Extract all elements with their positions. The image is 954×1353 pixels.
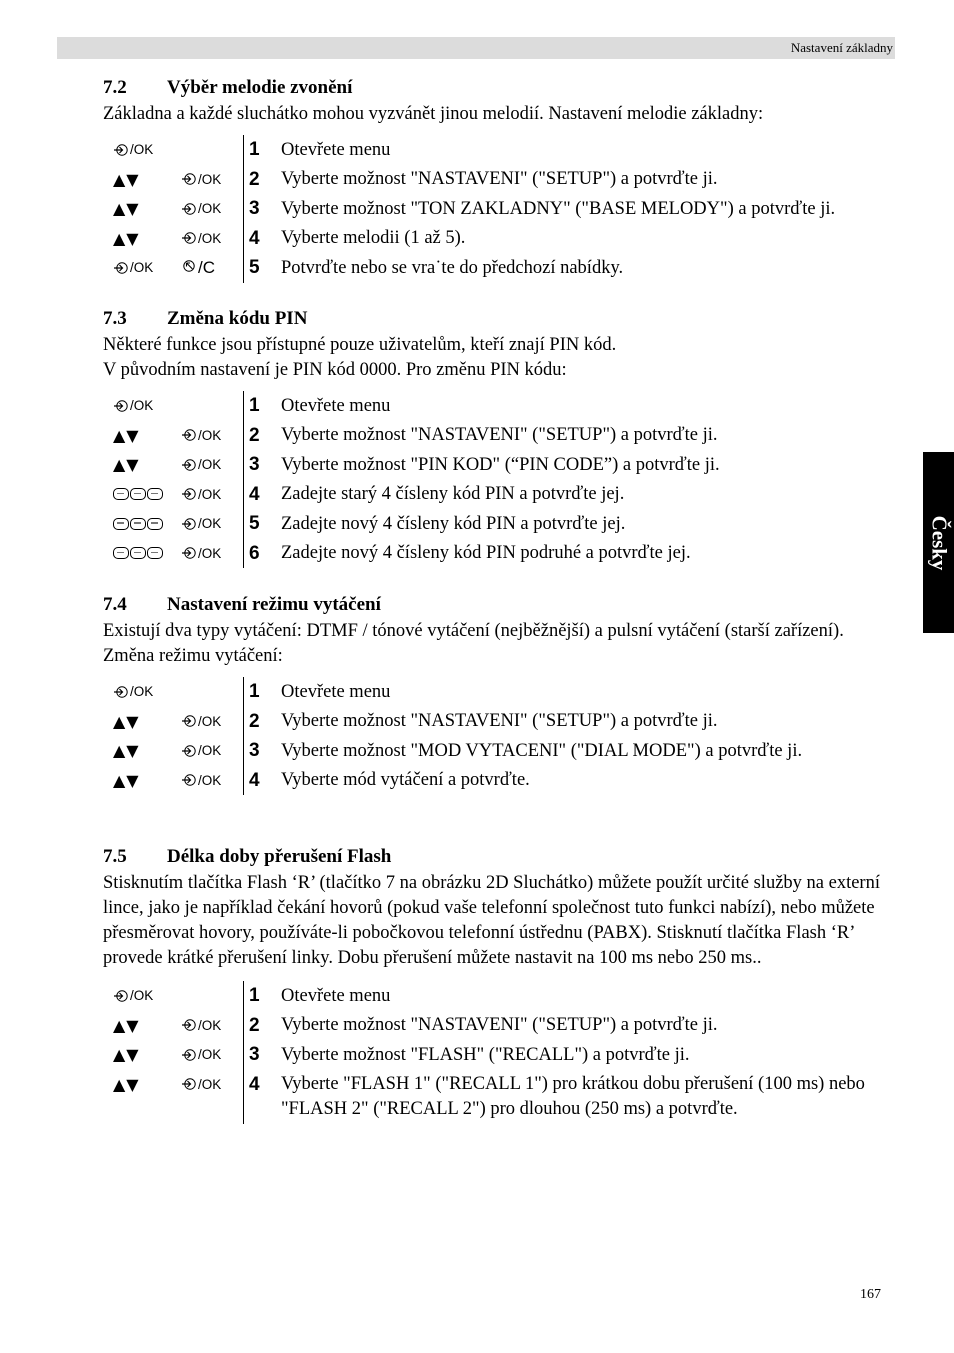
step-key-primary [113,1070,140,1100]
step-number: 4 [249,483,260,505]
digit-key-icon [147,518,163,530]
step-key-primary [113,224,140,254]
ok-key-secondary [181,546,221,561]
page-number: 167 [860,1287,881,1302]
step-key-secondary [181,1070,221,1100]
step-text: Vyberte možnost "NASTAVENI" ("SETUP") a potvrďte ji. [281,1015,718,1035]
up-down-arrow-keys-icon: ▲▼ [113,741,140,761]
ok-key-label: /OK [198,1047,222,1063]
menu-ok-key-icon [181,744,198,758]
ok-key-secondary [181,428,221,443]
menu-ok-key-icon [181,487,198,501]
up-down-arrow-keys-icon: ▲▼ [113,1015,140,1035]
step-row [103,539,898,569]
steps-list [103,391,898,568]
up-down-arrow-keys-icon: ▲▼ [113,455,140,475]
section-heading [103,74,898,102]
ok-key-label: /OK [198,486,222,502]
ok-key-primary [113,398,153,413]
step-text: Vyberte možnost "NASTAVENI" ("SETUP") a potvrďte ji. [281,169,718,189]
ok-key-primary [113,684,153,699]
menu-ok-key-icon [113,261,130,275]
section-number: 7.4 [103,594,127,615]
step-key-secondary [181,736,221,766]
up-down-arrow-keys-icon: ▲▼ [113,199,140,219]
digit-key-icon [113,488,129,500]
ok-key-primary [113,988,153,1003]
step-row [103,480,898,510]
up-down-arrow-keys-icon: ▲▼ [113,425,140,445]
step-number: 3 [249,198,260,219]
step-key-primary [113,539,163,569]
section-7-3 [103,305,898,568]
ok-key-primary [113,142,153,157]
body-paragraph: Některé funkce jsou přístupné pouze uživatelům, kteří znají PIN kód. [103,335,617,355]
ok-key-label: /OK [198,743,222,759]
step-key-primary [113,194,140,224]
step-text: Zadejte nový 4 čísleny kód PIN a potvrďte jej. [281,513,626,534]
step-key-secondary [181,509,221,539]
digit-keys-icon [113,547,163,559]
digit-key-icon [147,547,163,559]
step-text: Zadejte starý 4 čísleny kód PIN a potvrďte jej. [281,484,625,504]
step-key-secondary [181,480,221,510]
up-down-arrow-keys-icon: ▲▼ [113,711,140,731]
section-title: Výběr melodie zvonění [167,77,353,98]
step-key-primary [113,450,140,480]
step-number: 5 [249,513,260,534]
ok-key-label: /OK [198,457,222,473]
ok-key-label: /OK [130,988,154,1004]
ok-key-label: /OK [198,713,222,729]
digit-keys-icon [113,518,163,530]
ok-key-label: /OK [198,516,222,532]
running-header [57,37,895,59]
step-key-secondary [181,707,221,737]
ok-key-secondary [181,172,221,187]
digit-key-icon [147,488,163,500]
step-key-secondary [181,165,221,195]
step-row [103,1011,898,1041]
ok-key-label: /OK [130,398,154,414]
digit-key-icon [130,488,146,500]
step-text: Vyberte možnost "NASTAVENI" ("SETUP") a potvrďte ji. [281,711,718,731]
step-row [103,981,898,1011]
step-row [103,391,898,421]
step-text: Vyberte melodii (1 až 5). [281,228,466,248]
menu-ok-key-icon [113,143,130,157]
ok-key-secondary [181,773,221,788]
step-text: Vyberte možnost "MOD VYTACENI" ("DIAL MODE") a potvrďte ji. [281,740,803,761]
back-c-key-icon [181,258,198,278]
digit-key-icon [130,547,146,559]
steps-list [103,135,898,283]
step-row [103,450,898,480]
body-paragraph: Stisknutím tlačítka Flash ‘R’ (tlačítko 7 na obrázku 2D Sluchátko) můžete použít určité služby na externí lince, jako je například čekání hovorů (pokud vaše telefonní společnost tuto funkci nabízí), nebo můžete přesměrovat hovory, používáte-li pobočkovou telefonní ústřednu (PABX). Stisknutí tlačítka Flash ‘R’ provede krátké přerušení linky. Dobu přerušení můžete nastavit na 100 ms nebo 250 ms.. [103,873,880,968]
section-number: 7.5 [103,846,127,867]
step-number: 4 [249,1073,260,1095]
ok-key-label: /OK [130,142,154,158]
menu-ok-key-icon [181,202,198,216]
step-number: 5 [249,257,260,278]
menu-ok-key-icon [113,685,130,699]
step-number: 3 [249,454,260,475]
steps-list [103,677,898,795]
step-number: 6 [249,542,260,564]
step-text: Vyberte možnost "NASTAVENI" ("SETUP") a potvrďte ji. [281,425,718,445]
step-text: Zadejte nový 4 čísleny kód PIN podruhé a potvrďte jej. [281,543,691,563]
section-title: Délka doby přerušení Flash [167,846,392,867]
step-key-primary [113,165,140,195]
step-text: Otevřete menu [281,395,391,416]
step-row [103,165,898,195]
step-key-primary [113,1040,140,1070]
menu-ok-key-icon [181,1077,198,1091]
menu-ok-key-icon [181,1018,198,1032]
step-key-secondary [181,421,221,451]
step-key-secondary [181,253,215,283]
ok-key-primary [113,260,153,275]
step-key-primary [113,736,140,766]
menu-ok-key-icon [181,714,198,728]
ok-key-label: /OK [198,1076,222,1092]
step-key-secondary [181,194,221,224]
ok-key-label: /OK [198,171,222,187]
step-number: 3 [249,1044,260,1065]
step-text: Otevřete menu [281,139,391,160]
body-paragraph: Existují dva typy vytáčení: DTMF / tónové vytáčení (nejběžnější) a pulsní vytáčení (starší zařízení). [103,621,844,641]
section-heading [103,591,898,619]
step-row [103,194,898,224]
step-row [103,509,898,539]
step-row [103,421,898,451]
step-key-primary [113,421,140,451]
ok-key-label: /OK [130,684,154,700]
step-key-primary [113,766,140,796]
up-down-arrow-keys-icon: ▲▼ [113,169,140,189]
step-key-secondary [181,1011,221,1041]
step-row [103,1070,898,1124]
step-number: 1 [249,139,260,160]
step-row [103,766,898,796]
step-number: 2 [249,710,260,732]
step-row [103,135,898,165]
ok-key-secondary [181,231,221,246]
menu-ok-key-icon [181,231,198,245]
ok-key-label: /OK [130,260,154,276]
running-header-title: Nastavení základny [790,40,893,55]
menu-ok-key-icon [181,1048,198,1062]
back-key-label: /C [198,257,215,277]
step-number: 2 [249,168,260,190]
step-key-secondary [181,766,221,796]
step-key-primary [113,480,163,510]
ok-key-label: /OK [198,772,222,788]
up-down-arrow-keys-icon: ▲▼ [113,228,140,248]
step-text: Otevřete menu [281,681,391,702]
back-key-secondary [181,258,215,278]
menu-ok-key-icon [181,773,198,787]
body-paragraph: Základna a každé sluchátko mohou vyzvánět jinou melodií. Nastavení melodie základny: [103,104,764,124]
step-row [103,253,898,283]
body-paragraph: V původním nastavení je PIN kód 0000. Pro změnu PIN kódu: [103,360,567,380]
step-number: 1 [249,681,260,702]
menu-ok-key-icon [181,546,198,560]
section-title: Změna kódu PIN [167,308,308,329]
ok-key-secondary [181,714,221,729]
ok-key-label: /OK [198,1017,222,1033]
step-text: Potvrďte nebo se vra˙te do předchozí nabídky. [281,257,624,278]
ok-key-secondary [181,457,221,472]
step-key-secondary [181,539,221,569]
ok-key-secondary [181,201,221,216]
section-number: 7.2 [103,77,127,98]
steps-list [103,981,898,1124]
section-7-5 [103,843,898,1124]
step-text: Otevřete menu [281,985,391,1006]
section-7-2 [103,74,898,283]
step-number: 2 [249,424,260,446]
digit-key-icon [130,518,146,530]
ok-key-label: /OK [198,230,222,246]
ok-key-secondary [181,743,221,758]
ok-key-secondary [181,1018,221,1033]
ok-key-secondary [181,1047,221,1062]
section-heading [103,305,898,333]
step-row [103,677,898,707]
step-number: 3 [249,740,260,761]
ok-key-secondary [181,487,221,502]
step-key-secondary [181,1040,221,1070]
digit-keys-icon [113,488,163,500]
step-text: Vyberte možnost "PIN KOD" (“PIN CODE”) a potvrďte ji. [281,454,720,475]
menu-ok-key-icon [113,399,130,413]
step-text: Vyberte mód vytáčení a potvrďte. [281,770,530,790]
menu-ok-key-icon [181,517,198,531]
digit-key-icon [113,547,129,559]
ok-key-secondary [181,1077,221,1092]
step-key-primary [113,509,163,539]
section-number: 7.3 [103,308,127,329]
step-row [103,736,898,766]
menu-ok-key-icon [113,989,130,1003]
language-tab [923,452,954,633]
up-down-arrow-keys-icon: ▲▼ [113,1074,140,1094]
menu-ok-key-icon [181,428,198,442]
step-key-primary [113,253,153,283]
step-row [103,707,898,737]
step-row [103,224,898,254]
step-key-primary [113,981,153,1011]
section-title: Nastavení režimu vytáčení [167,594,381,615]
step-key-primary [113,677,153,707]
ok-key-secondary [181,516,221,531]
section-heading [103,843,898,871]
step-number: 2 [249,1014,260,1036]
step-key-primary [113,135,153,165]
body-paragraph: Změna režimu vytáčení: [103,646,283,666]
digit-key-icon [113,518,129,530]
step-key-secondary [181,224,221,254]
ok-key-label: /OK [198,201,222,217]
step-key-primary [113,1011,140,1041]
ok-key-label: /OK [198,427,222,443]
menu-ok-key-icon [181,458,198,472]
step-text: Vyberte "FLASH 1" ("RECALL 1") pro krátkou dobu přerušení (100 ms) nebo "FLASH 2" ("RECALL 2") pro dlouhou (250 ms) a potvrďte. [281,1074,865,1119]
step-text: Vyberte možnost "FLASH" ("RECALL") a potvrďte ji. [281,1044,690,1065]
ok-key-label: /OK [198,545,222,561]
language-tab-label: Česky [927,515,951,570]
step-number: 1 [249,985,260,1006]
section-7-4 [103,591,898,795]
step-key-primary [113,391,153,421]
menu-ok-key-icon [181,172,198,186]
step-number: 4 [249,769,260,791]
step-text: Vyberte možnost "TON ZAKLADNY" ("BASE MELODY") a potvrďte ji. [281,198,836,219]
step-key-primary [113,707,140,737]
up-down-arrow-keys-icon: ▲▼ [113,770,140,790]
step-row [103,1040,898,1070]
step-number: 4 [249,227,260,249]
up-down-arrow-keys-icon: ▲▼ [113,1045,140,1065]
step-key-secondary [181,450,221,480]
step-number: 1 [249,395,260,416]
